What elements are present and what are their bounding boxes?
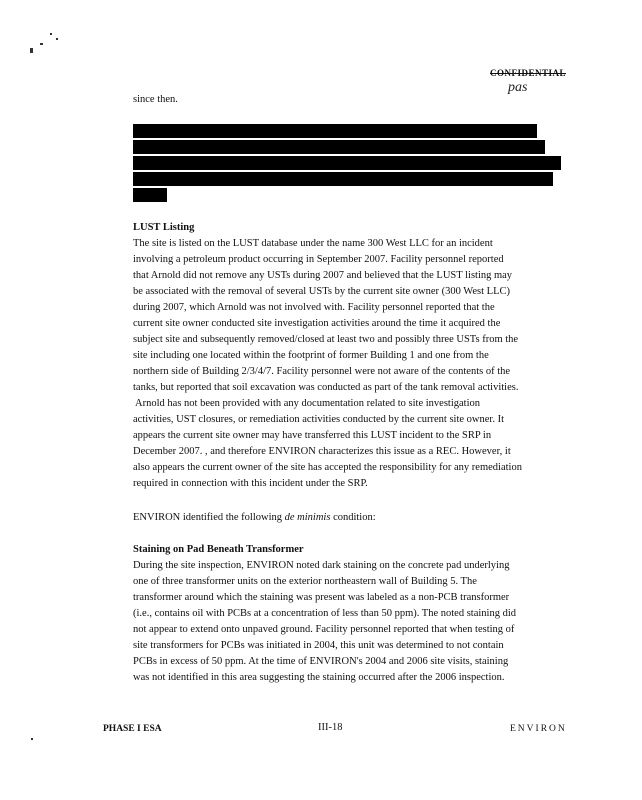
text-line: During the site inspection, ENVIRON noted dark staining on the concrete pad underlying	[133, 560, 510, 571]
text-line: appears the current site owner may have transferred this LUST incident to the SRP in	[133, 430, 492, 441]
text-line: current site owner conducted site investigation activities around the time it acquired the	[133, 318, 501, 329]
scan-mark	[40, 43, 43, 45]
lust-heading: LUST Listing	[133, 222, 195, 233]
footer-left: PHASE I ESA	[103, 724, 162, 734]
scan-mark	[31, 738, 33, 740]
deminimis-term: de minimis	[284, 512, 331, 523]
text-line: transformer around which the staining was present was labeled as a non-PCB transformer	[133, 592, 510, 603]
staining-heading: Staining on Pad Beneath Transformer	[133, 544, 304, 555]
text-line: also appears the current owner of the site has accepted the responsibility for any remediation	[133, 462, 522, 473]
redaction-bar	[133, 156, 561, 170]
text-line: Arnold has not been provided with any documentation related to site investigation	[133, 398, 481, 409]
text-line: was not identified in this area suggesting the staining occurred after the 2006 inspection.	[133, 672, 505, 683]
redaction-bar	[133, 172, 553, 186]
text-line: subject site and subsequently removed/closed at least two and possibly three USTs from the	[133, 334, 519, 345]
page-number: III-18	[318, 722, 343, 733]
text-line: tanks, but reported that soil excavation was conducted as part of the tank removal activities.	[133, 382, 519, 393]
text-line: (i.e., contains oil with PCBs at a concentration of less than 50 ppm). The noted staining did	[133, 608, 516, 619]
text-line: involving a petroleum product occurring in September 2007. Facility personnel reported	[133, 254, 504, 265]
text-line: not appear to extend onto unpaved ground. Facility personnel reported that when testing of	[133, 624, 515, 635]
footer-right: ENVIRON	[510, 724, 567, 734]
redaction-bar	[133, 188, 167, 202]
scan-mark	[50, 33, 52, 35]
lust-paragraph	[133, 236, 567, 492]
text-line: northern side of Building 2/3/4/7. Facility personnel were not aware of the contents of the	[133, 366, 511, 377]
text-line: PCBs in excess of 50 ppm. At the time of ENVIRON's 2004 and 2006 site visits, staining	[133, 656, 509, 667]
scan-mark	[30, 48, 33, 53]
text-line: be associated with the removal of several USTs by the current site owner (300 West LLC)	[133, 286, 510, 297]
deminimis-prefix: ENVIRON identified the following	[133, 512, 285, 523]
text-line: site including one located within the footprint of former Building 1 and one from the	[133, 350, 489, 361]
text-line: activities, UST closures, or remediation activities conducted by the current site owner. It	[133, 414, 504, 425]
text-line: one of three transformer units on the exterior northeastern wall of Building 5. The	[133, 576, 477, 587]
scan-mark	[56, 38, 58, 40]
text-line: December 2007. , and therefore ENVIRON characterizes this issue as a REC. However, it	[133, 446, 511, 457]
intro-fragment: since then.	[133, 94, 178, 105]
text-line: that Arnold did not remove any USTs during 2007 and believed that the LUST listing may	[133, 270, 513, 281]
deminimis-intro	[133, 510, 567, 526]
staining-paragraph	[133, 558, 567, 686]
deminimis-suffix: condition:	[330, 512, 376, 523]
text-line: required in connection with this incident under the SRP.	[133, 478, 368, 489]
text-line: site transformers for PCBs was initiated in 2004, this unit was determined to not contain	[133, 640, 504, 651]
redaction-bar	[133, 140, 545, 154]
confidential-mark: CONFIDENTIAL	[490, 68, 567, 78]
text-line: The site is listed on the LUST database under the name 300 West LLC for an incident	[133, 238, 493, 249]
handwritten-initials: pas	[508, 80, 528, 95]
redaction-bar	[133, 124, 537, 138]
text-line: during 2007, which Arnold was not involved with. Facility personnel reported that the	[133, 302, 495, 313]
